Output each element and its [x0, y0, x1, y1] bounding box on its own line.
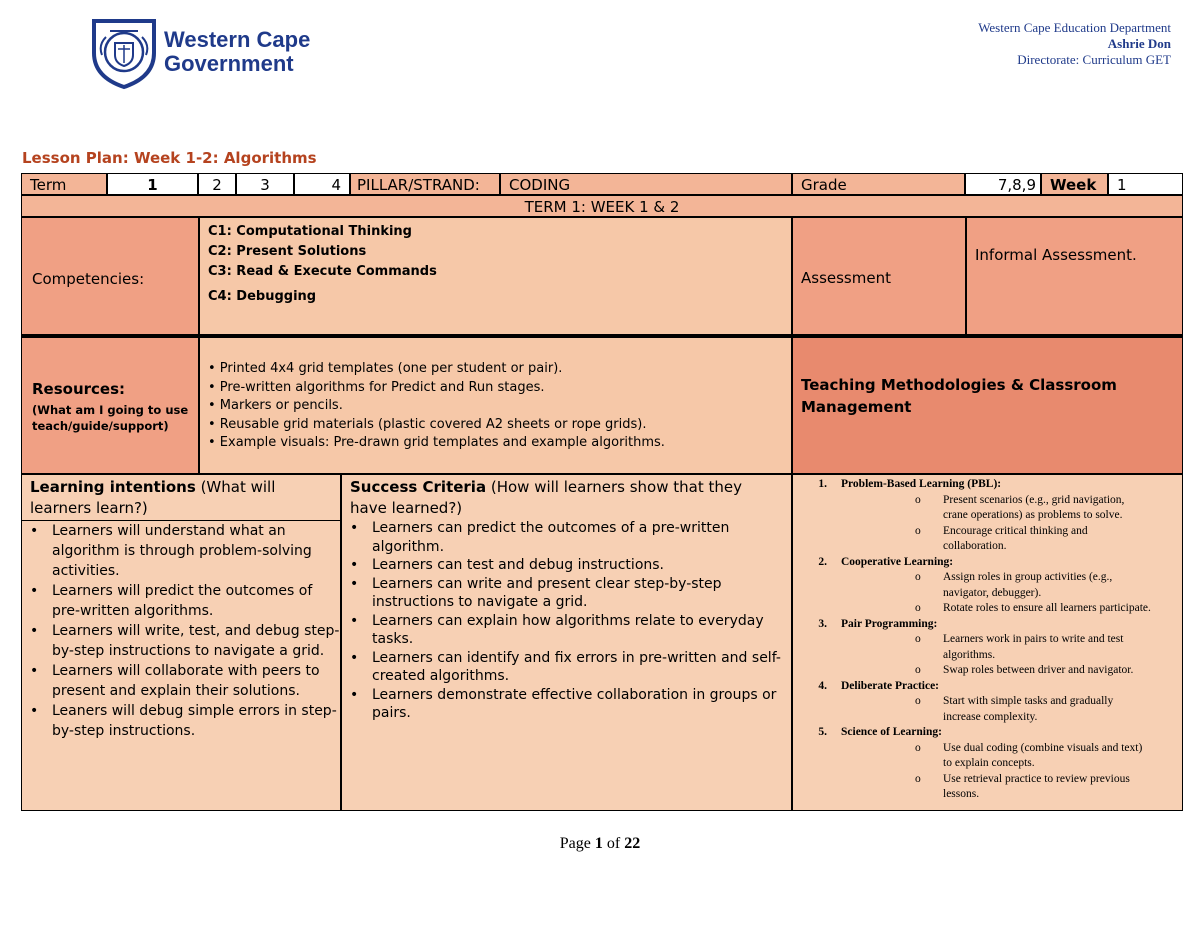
page-number: 1: [594, 835, 603, 852]
assessment-label: Assessment: [792, 217, 966, 335]
pillar-label: PILLAR/STRAND:: [350, 173, 500, 195]
resources-list: [199, 337, 792, 474]
assessment-value: Informal Assessment.: [966, 217, 1183, 335]
author-name: Ashrie Don: [1107, 36, 1171, 51]
header-info: [978, 20, 1171, 68]
directorate-name: Directorate: Curriculum GET: [1017, 52, 1171, 67]
competency-c1: C1: Computational Thinking: [208, 224, 412, 239]
competency-c3: C3: Read & Execute Commands: [208, 264, 437, 279]
resource-item: • Example visuals: Pre-drawn grid templates and example algorithms.: [208, 435, 665, 450]
resources-label: Resources:: [32, 380, 126, 398]
methodology-item: 1. Problem-Based Learning (PBL): o Present scenarios (e.g., grid navigation, crane operations) as problems to solve. o Encourage critical thinking and collaboration.: [793, 477, 1182, 555]
resource-item: • Printed 4x4 grid templates (one per student or pair).: [208, 361, 563, 376]
success-criteria-cell: [341, 474, 792, 811]
resource-item: • Markers or pencils.: [208, 398, 343, 413]
resource-item: • Reusable grid materials (plastic covered A2 sheets or rope grids).: [208, 416, 647, 432]
methodology-item: 5. Science of Learning: o Use dual coding (combine visuals and text) to explain concepts. o Use retrieval practice to review previous lessons.: [793, 725, 1182, 803]
term-label: Term: [21, 173, 107, 195]
competency-c2: C2: Present Solutions: [208, 244, 367, 259]
resources-sublabel: (What am I going to use teach/guide/support): [32, 403, 189, 433]
term-1-cell: 1: [107, 173, 198, 195]
resources-label-cell: [21, 337, 199, 474]
list-item: • Learners will understand what an algorithm is through problem-solving activities.: [22, 521, 340, 581]
logo-text: Western Cape Government: [164, 27, 311, 76]
coat-of-arms-icon: [88, 15, 160, 90]
grade-label: Grade: [792, 173, 965, 195]
success-criteria-list: [342, 519, 791, 723]
learning-intentions-title: Learning intentions (What will learners learn?): [22, 475, 340, 521]
list-item: • Learners will write, test, and debug step-by-step instructions to navigate a grid.: [22, 621, 340, 661]
list-item: • Learners can write and present clear step-by-step instructions to navigate a grid.: [342, 575, 791, 612]
page-footer: Page 1 of 22: [559, 835, 641, 852]
resource-item: • Pre-written algorithms for Predict and Run stages.: [208, 379, 545, 395]
competency-c4: C4: Debugging: [208, 289, 317, 304]
teaching-methodologies-list: [792, 474, 1183, 811]
grade-value: 7,8,9: [965, 173, 1041, 195]
term-3-cell: 3: [236, 173, 294, 195]
lesson-plan-table: [21, 173, 1183, 811]
learning-intentions-cell: [21, 474, 341, 811]
methodology-item: 3. Pair Programming: o Learners work in pairs to write and test algorithms. o Swap roles between driver and navigator.: [793, 617, 1182, 679]
list-item: • Learners can test and debug instructions.: [342, 556, 791, 575]
term-2-cell: 2: [198, 173, 236, 195]
pillar-value: CODING: [500, 173, 792, 195]
list-item: • Learners demonstrate effective collaboration in groups or pairs.: [342, 686, 791, 723]
competencies-list: [199, 217, 792, 335]
list-item: • Learners will collaborate with peers to present and explain their solutions.: [22, 661, 340, 701]
list-item: • Leaners will debug simple errors in step-by-step instructions.: [22, 701, 340, 741]
lesson-title: Lesson Plan: Week 1-2: Algorithms: [22, 149, 317, 167]
competencies-label-cell: [21, 217, 199, 335]
list-item: • Learners can predict the outcomes of a pre-written algorithm.: [342, 519, 791, 556]
methodology-item: 2. Cooperative Learning: o Assign roles in group activities (e.g., navigator, debugger). o Rotate roles to ensure all learners participate.: [793, 555, 1182, 617]
teaching-methodologies-heading: Teaching Methodologies & Classroom Management: [792, 337, 1183, 474]
wcg-logo: [88, 15, 328, 90]
methodology-item: 4. Deliberate Practice: o Start with simple tasks and gradually increase complexity.: [793, 679, 1182, 726]
list-item: • Learners can explain how algorithms relate to everyday tasks.: [342, 612, 791, 649]
success-criteria-title: Success Criteria (How will learners show that they have learned?): [350, 478, 742, 517]
term-heading: TERM 1: WEEK 1 & 2: [21, 195, 1183, 217]
page-total: 22: [624, 835, 641, 852]
week-label: Week: [1041, 173, 1108, 195]
list-item: • Learners will predict the outcomes of pre-written algorithms.: [22, 581, 340, 621]
competencies-label: Competencies:: [32, 270, 145, 288]
week-value: 1: [1108, 173, 1183, 195]
department-name: Western Cape Education Department: [978, 20, 1171, 35]
term-4-cell: 4: [294, 173, 350, 195]
learning-intentions-list: [22, 521, 340, 741]
list-item: • Learners can identify and fix errors in pre-written and self-created algorithms.: [342, 649, 791, 686]
